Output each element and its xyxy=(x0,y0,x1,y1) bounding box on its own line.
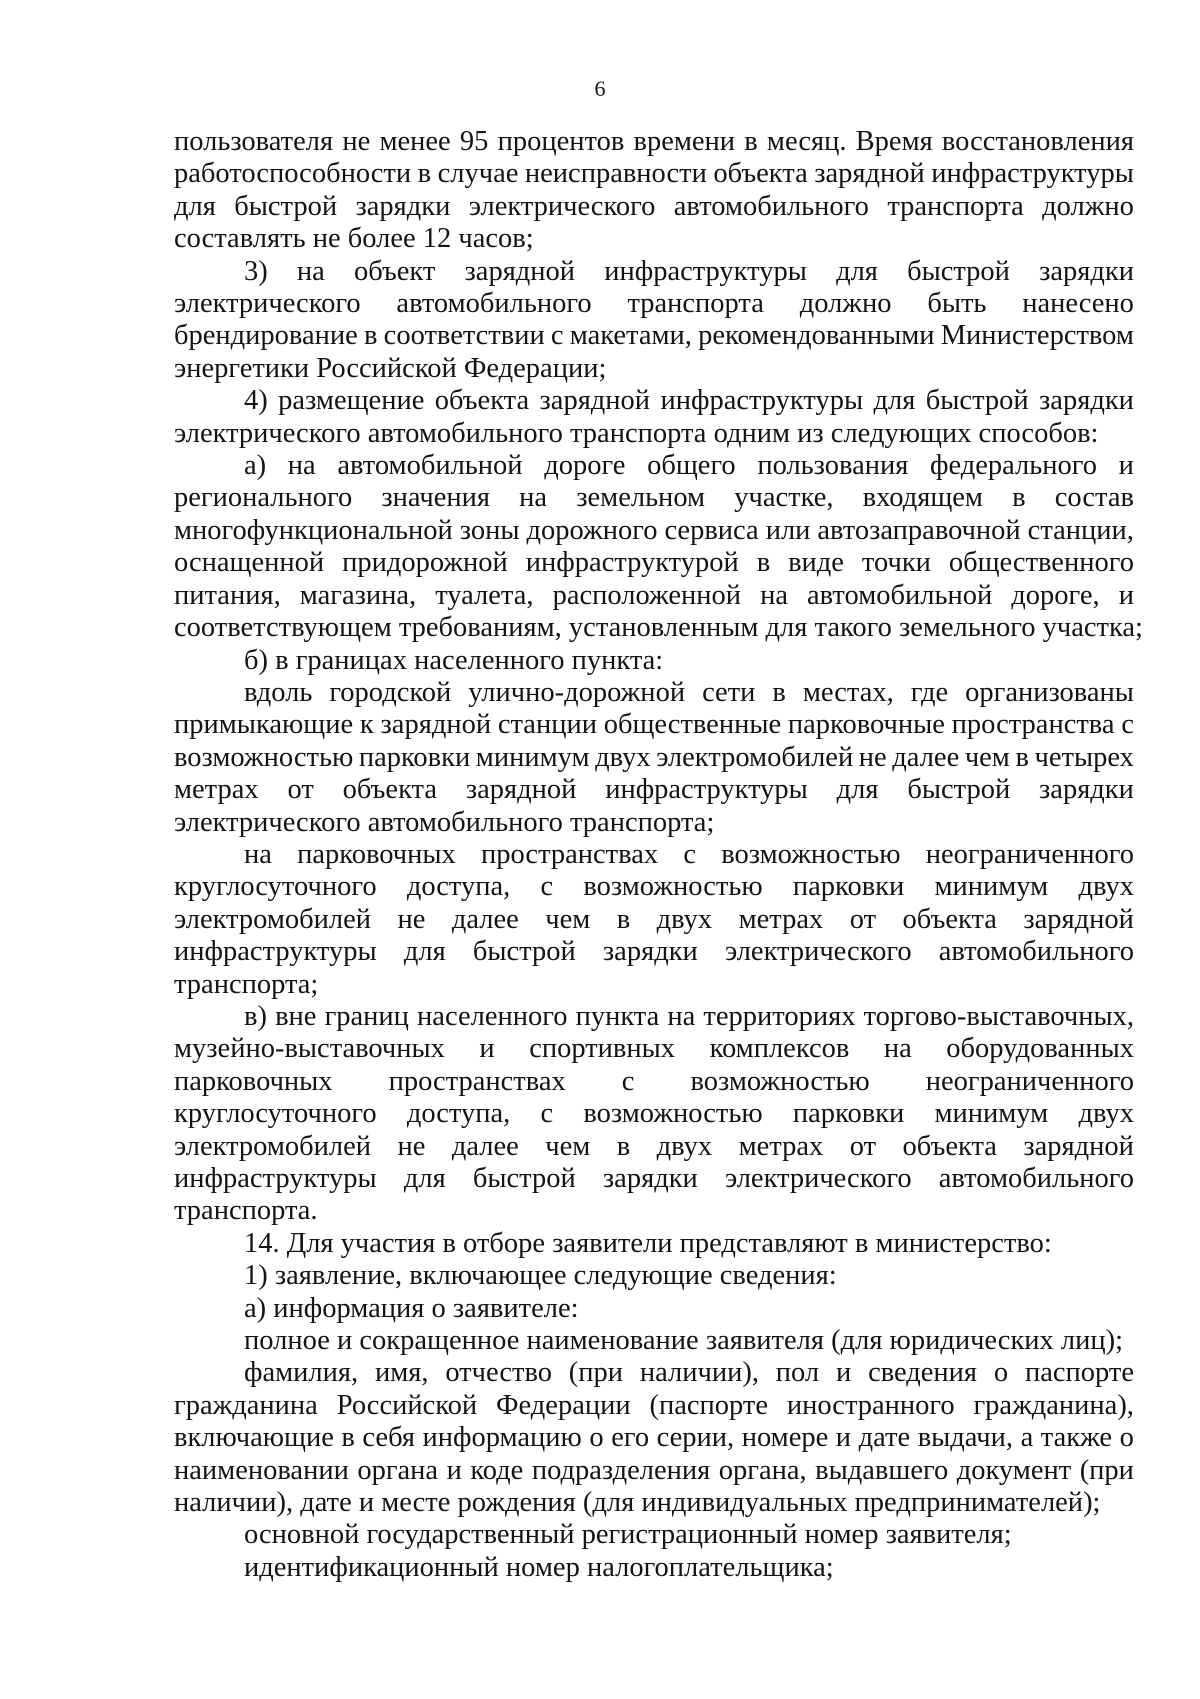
paragraph-line: метрах от объекта зарядной инфраструктуры для быстрой зарядки xyxy=(174,774,1134,806)
paragraph-line: электрического автомобильного транспорта должно быть нанесено xyxy=(174,288,1134,320)
paragraph xyxy=(174,839,1134,1001)
page-number: 6 xyxy=(594,76,606,101)
paragraph xyxy=(174,645,1134,677)
paragraph xyxy=(174,677,1134,839)
paragraph-line: электрического автомобильного транспорта; xyxy=(174,806,715,838)
paragraph xyxy=(174,1325,1134,1357)
paragraph-line: примыкающие к зарядной станции общественные парковочные пространства с xyxy=(174,709,1134,741)
paragraph xyxy=(174,1519,1134,1551)
paragraph-line: вдоль городской улично-дорожной сети в местах, где организованы xyxy=(244,676,1134,708)
paragraph xyxy=(174,1293,1134,1325)
paragraph-line: б) в границах населенного пункта: xyxy=(244,644,664,676)
paragraph-line: брендирование в соответствии с макетами, рекомендованными Министерством xyxy=(174,320,1134,352)
paragraph-line: инфраструктуры для быстрой зарядки электрического автомобильного xyxy=(174,1163,1134,1194)
paragraph xyxy=(174,256,1134,386)
paragraph-line: работоспособности в случае неисправности объекта зарядной инфраструктуры xyxy=(174,158,1134,190)
paragraph-line: 1) заявление, включающее следующие сведения: xyxy=(244,1260,837,1292)
paragraph-line: парковочных пространствах с возможностью неограниченного xyxy=(174,1065,1134,1097)
paragraph-line: на парковочных пространствах с возможностью неограниченного xyxy=(244,838,1134,870)
paragraph-line: составлять не более 12 часов; xyxy=(174,223,534,255)
paragraph-line: 14. Для участия в отборе заявители представляют в министерство: xyxy=(244,1227,1052,1259)
paragraph-line: энергетики Российской Федерации; xyxy=(174,352,607,384)
paragraph xyxy=(174,1228,1134,1260)
paragraph xyxy=(174,1001,1134,1228)
document-body xyxy=(174,126,1143,1584)
paragraph-line: включающие в себя информацию о его серии, номере и дате выдачи, а также о xyxy=(174,1422,1134,1454)
paragraph-line: соответствующем требованиям, установленным для такого земельного участка; xyxy=(174,612,1143,644)
paragraph-line: наименовании органа и коде подразделения органа, выдавшего документ (при xyxy=(174,1454,1134,1486)
paragraph xyxy=(174,450,1143,644)
paragraph-line: а) на автомобильной дороге общего пользования федерального и xyxy=(244,450,1134,482)
paragraph-line: полное и сокращенное наименование заявителя (для юридических лиц); xyxy=(244,1325,1124,1357)
paragraph-line: музейно-выставочных и спортивных комплексов на оборудованных xyxy=(174,1033,1134,1065)
paragraph xyxy=(174,126,1134,256)
paragraph-line: пользователя не менее 95 процентов времени в месяц. Время восстановления xyxy=(174,126,1134,157)
paragraph-line: для быстрой зарядки электрического автомобильного транспорта должно xyxy=(174,190,1134,222)
paragraph-line: круглосуточного доступа, с возможностью парковки минимум двух xyxy=(174,1098,1134,1130)
paragraph-line: 3) на объект зарядной инфраструктуры для быстрой зарядки xyxy=(244,255,1134,287)
paragraph-line: гражданина Российской Федерации (паспорте иностранного гражданина), xyxy=(174,1389,1134,1421)
paragraph xyxy=(174,1260,1134,1292)
paragraph-line: электрического автомобильного транспорта одним из следующих способов: xyxy=(174,417,1099,449)
paragraph-line: питания, магазина, туалета, расположенной на автомобильной дороге, и xyxy=(174,579,1134,611)
paragraph-line: электромобилей не далее чем в двух метрах от объекта зарядной xyxy=(174,1130,1134,1162)
paragraph-line: электромобилей не далее чем в двух метрах от объекта зарядной xyxy=(174,903,1134,935)
paragraph-line: основной государственный регистрационный номер заявителя; xyxy=(244,1519,1012,1551)
paragraph-line: возможностью парковки минимум двух электромобилей не далее чем в четырех xyxy=(174,741,1134,773)
paragraph xyxy=(174,1357,1134,1519)
paragraph xyxy=(174,385,1134,450)
paragraph-line: наличии), дате и месте рождения (для индивидуальных предпринимателей); xyxy=(174,1487,1101,1519)
paragraph-line: регионального значения на земельном участке, входящем в состав xyxy=(174,482,1134,514)
paragraph-line: транспорта; xyxy=(174,968,319,1000)
paragraph-line: транспорта. xyxy=(174,1195,318,1227)
paragraph-line: многофункциональной зоны дорожного сервиса или автозаправочной станции, xyxy=(174,514,1134,546)
paragraph-line: идентификационный номер налогоплательщика; xyxy=(244,1551,834,1583)
paragraph-line: оснащенной придорожной инфраструктурой в виде точки общественного xyxy=(174,547,1134,579)
paragraph-line: а) информация о заявителе: xyxy=(244,1292,579,1324)
paragraph-line: круглосуточного доступа, с возможностью парковки минимум двух xyxy=(174,871,1134,903)
paragraph-line: в) вне границ населенного пункта на территориях торгово-выставочных, xyxy=(244,1000,1134,1032)
paragraph-line: 4) размещение объекта зарядной инфраструктуры для быстрой зарядки xyxy=(244,385,1134,417)
paragraph-line: фамилия, имя, отчество (при наличии), пол и сведения о паспорте xyxy=(244,1357,1134,1389)
paragraph-line: инфраструктуры для быстрой зарядки электрического автомобильного xyxy=(174,936,1134,968)
paragraph xyxy=(174,1552,1134,1584)
